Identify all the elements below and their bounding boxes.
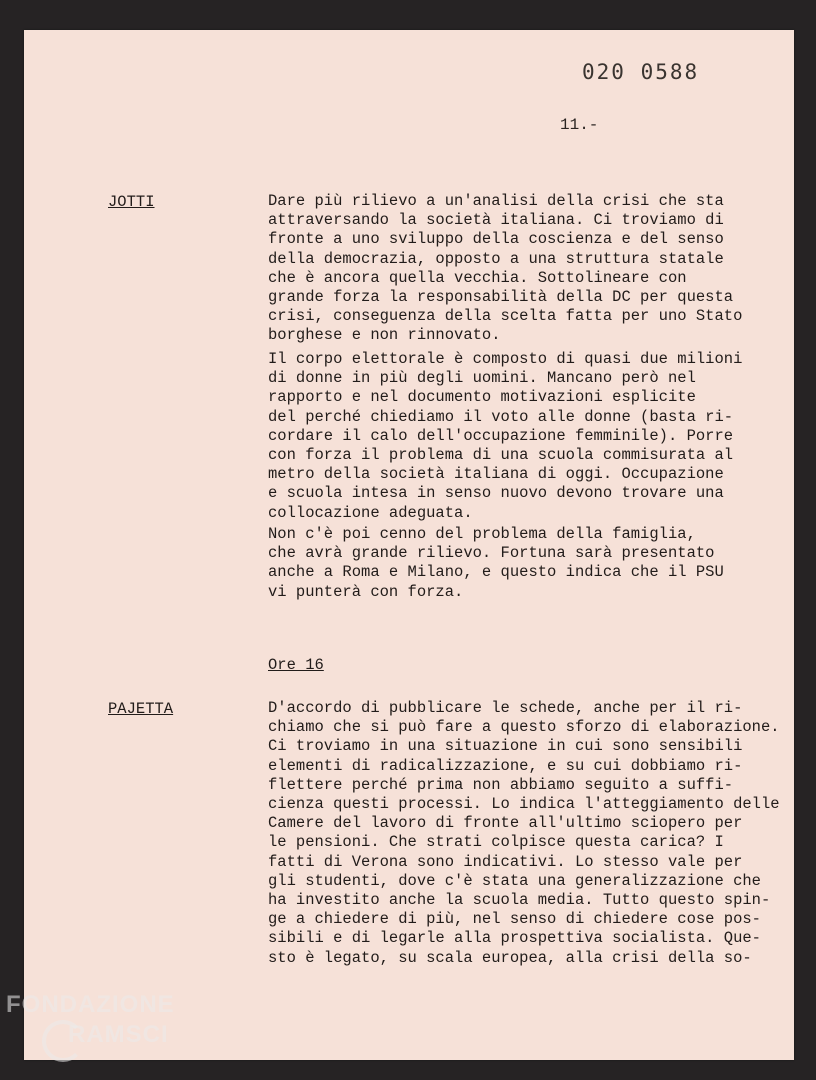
watermark-line-2: RAMSCI [68, 1021, 169, 1048]
speaker-jotti: JOTTI [108, 193, 155, 211]
watermark-g-logo-icon [42, 1020, 84, 1062]
jotti-paragraph-2: Il corpo elettorale è composto di quasi due milioni di donne in più degli uomini. Mancano però nel rapporto e nel documento motivazioni esplicite del perché chiediamo il voto alle donne (basta ri- cordare il calo dell'occupazione femminile). Porre con forza il problema di una scuola commisurata al metro della società italiana di oggi. Occupazione e scuola intesa in senso nuovo devono trovare una collocazione adeguata. [268, 350, 743, 522]
watermark-line-1: FONDAZIONE [6, 991, 175, 1018]
page-number: 11.- [560, 116, 599, 134]
jotti-paragraph-1: Dare più rilievo a un'analisi della crisi che sta attraversando la società italiana. Ci troviamo di fronte a uno sviluppo della coscienza e del senso della democrazia, opposto a una struttura statale che è ancora quella vecchia. Sottolineare con grande forza la responsabilità della DC per questa crisi, conseguenza della scelta fatta per uno Stato borghese e non rinnovato. [268, 192, 743, 345]
fondazione-gramsci-watermark [6, 990, 175, 1050]
time-heading: Ore 16 [268, 656, 324, 674]
speaker-pajetta: PAJETTA [108, 700, 174, 718]
archive-number: 020 0588 [582, 60, 700, 84]
pajetta-paragraph-1: D'accordo di pubblicare le schede, anche per il ri- chiamo che si può fare a questo sforzo di elaborazione. Ci troviamo in una situazione in cui sono sensibili elementi di radicalizzazione, e su cui dobbiamo ri- flettere perché prima non abbiamo seguito a suffi- cienza questi processi. Lo indica l'atteggiamento delle Camere del lavoro di fronte all'ultimo sciopero per le pensioni. Che strati colpisce questa carica? I fatti di Verona sono indicativi. Lo stesso vale per gli studenti, dove c'è stata una generalizzazione che ha investito anche la scuola media. Tutto questo spin- ge a chiedere di più, nel senso di chiedere cose pos- sibili e di legarle alla prospettiva socialista. Que- sto è legato, su scala europea, alla crisi della so- [268, 699, 780, 967]
jotti-paragraph-3: Non c'è poi cenno del problema della famiglia, che avrà grande rilievo. Fortuna sarà presentato anche a Roma e Milano, e questo indica che il PSU vi punterà con forza. [268, 525, 724, 601]
